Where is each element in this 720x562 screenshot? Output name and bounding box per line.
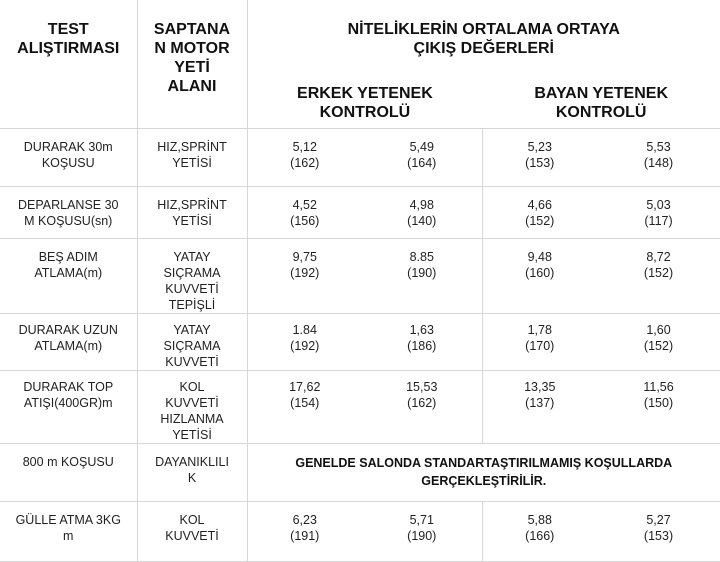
- value-cell-line: 1,60: [597, 322, 720, 338]
- value-cell-line: (166): [483, 528, 598, 544]
- test-name-cell-line: M KOŞUSU(sn): [0, 213, 137, 229]
- value-cell: [482, 128, 597, 186]
- value-cell: [247, 501, 362, 561]
- motor-area-cell: [137, 370, 247, 443]
- value-cell-line: 5,49: [362, 139, 482, 155]
- value-cell-line: (186): [362, 338, 482, 354]
- motor-area-cell-line: SIÇRAMA: [138, 265, 247, 281]
- value-cell-line: 5,12: [248, 139, 363, 155]
- table-row: [0, 186, 720, 238]
- value-cell-line: 4,52: [248, 197, 363, 213]
- value-cell: [597, 128, 720, 186]
- value-cell-line: (156): [248, 213, 363, 229]
- motor-area-cell-line: SIÇRAMA: [138, 338, 247, 354]
- header-motor-line: YETİ: [138, 58, 247, 77]
- value-cell-line: 13,35: [483, 379, 598, 395]
- motor-area-cell-line: YETİSİ: [138, 427, 247, 443]
- motor-area-cell: [137, 501, 247, 561]
- header-motor-line: N MOTOR: [138, 39, 247, 58]
- value-cell-line: (150): [597, 395, 720, 411]
- motor-area-cell: [137, 186, 247, 238]
- test-name-cell: [0, 443, 137, 501]
- value-cell: [362, 238, 482, 313]
- value-cell-line: (117): [597, 213, 720, 229]
- value-cell-line: 5,88: [483, 512, 598, 528]
- header-male: ERKEK YETENEK KONTROLÜ: [248, 84, 483, 122]
- value-cell-line: (160): [483, 265, 598, 281]
- header-motor-line: ALANI: [138, 77, 247, 96]
- test-name-cell: [0, 313, 137, 370]
- value-cell-line: (162): [248, 155, 363, 171]
- table-row: [0, 238, 720, 313]
- value-cell-line: 6,23: [248, 512, 363, 528]
- test-name-cell: [0, 128, 137, 186]
- value-cell-line: (140): [362, 213, 482, 229]
- header-main-title: NİTELİKLERİN ORTALAMA ORTAYA ÇIKIŞ DEĞERLERİ: [248, 20, 720, 58]
- value-cell-line: 1,63: [362, 322, 482, 338]
- value-cell: [362, 186, 482, 238]
- value-cell-line: (162): [362, 395, 482, 411]
- motor-area-cell-line: DAYANIKLILI: [138, 454, 247, 470]
- value-cell-line: 5,53: [597, 139, 720, 155]
- test-name-cell-line: DEPARLANSE 30: [0, 197, 137, 213]
- test-name-cell-line: KOŞUSU: [0, 155, 137, 171]
- header-motor-line: SAPTANA: [138, 20, 247, 39]
- header-female: BAYAN YETENEK KONTROLÜ: [482, 84, 720, 122]
- value-cell-line: (152): [483, 213, 598, 229]
- header-test: [0, 0, 137, 128]
- test-name-cell: [0, 186, 137, 238]
- value-cell-line: 9,48: [483, 249, 598, 265]
- motor-area-cell-line: YATAY: [138, 249, 247, 265]
- test-name-cell-line: DURARAK UZUN: [0, 322, 137, 338]
- motor-area-cell: [137, 443, 247, 501]
- value-cell: [597, 370, 720, 443]
- value-cell-line: (153): [597, 528, 720, 544]
- value-cell: [247, 128, 362, 186]
- value-cell: [597, 313, 720, 370]
- value-cell-line: 1.84: [248, 322, 363, 338]
- test-name-cell: [0, 501, 137, 561]
- test-name-cell: [0, 238, 137, 313]
- value-cell-line: 9,75: [248, 249, 363, 265]
- motor-area-cell: [137, 238, 247, 313]
- motor-area-cell-line: KUVVETİ: [138, 528, 247, 544]
- value-cell-line: 5,23: [483, 139, 598, 155]
- table-row: [0, 501, 720, 561]
- value-cell-line: (152): [597, 265, 720, 281]
- motor-area-cell-line: KUVVETİ: [138, 395, 247, 411]
- value-cell: [597, 238, 720, 313]
- value-cell: [482, 186, 597, 238]
- header-motor: [137, 0, 247, 128]
- motor-area-cell-line: KUVVETİ: [138, 281, 247, 297]
- value-cell-line: 11,56: [597, 379, 720, 395]
- value-cell-line: 15,53: [362, 379, 482, 395]
- value-cell-line: (191): [248, 528, 363, 544]
- test-name-cell-line: 800 m KOŞUSU: [0, 454, 137, 470]
- value-cell: [597, 186, 720, 238]
- value-cell: [362, 370, 482, 443]
- test-name-cell: [0, 370, 137, 443]
- motor-area-cell-line: TEPİŞLİ: [138, 297, 247, 313]
- motor-area-cell-line: YETİSİ: [138, 213, 247, 229]
- value-cell: [597, 501, 720, 561]
- test-name-cell-line: ATLAMA(m): [0, 265, 137, 281]
- motor-area-cell-line: HIZ,SPRİNT: [138, 197, 247, 213]
- value-cell: [247, 313, 362, 370]
- header-motor-label: [138, 20, 247, 96]
- value-cell-line: 5,27: [597, 512, 720, 528]
- value-cell-line: (190): [362, 528, 482, 544]
- motor-area-cell-line: KUVVETİ: [138, 354, 247, 370]
- value-cell-line: (148): [597, 155, 720, 171]
- header-test-label: TEST ALIŞTIRMASI: [0, 20, 137, 58]
- motor-area-cell-line: HIZ,SPRİNT: [138, 139, 247, 155]
- value-cell-line: (192): [248, 265, 363, 281]
- value-cell-line: 4,98: [362, 197, 482, 213]
- value-cell-line: 17,62: [248, 379, 363, 395]
- value-cell-line: (164): [362, 155, 482, 171]
- note-cell: GENELDE SALONDA STANDARTAŞTIRILMAMIŞ KOŞULLARDA GERÇEKLEŞTİRİLİR.: [247, 443, 720, 501]
- test-name-cell-line: DURARAK TOP: [0, 379, 137, 395]
- value-cell: [362, 313, 482, 370]
- test-name-cell-line: ATIŞI(400GR)m: [0, 395, 137, 411]
- test-name-cell-line: BEŞ ADIM: [0, 249, 137, 265]
- value-cell: [362, 501, 482, 561]
- table-row: [0, 128, 720, 186]
- value-cell-line: (137): [483, 395, 598, 411]
- value-cell: [247, 186, 362, 238]
- value-cell: [482, 501, 597, 561]
- value-cell-line: 1,78: [483, 322, 598, 338]
- value-cell: [482, 313, 597, 370]
- value-cell: [362, 128, 482, 186]
- value-cell-line: (152): [597, 338, 720, 354]
- table-row: [0, 313, 720, 370]
- value-cell-line: (192): [248, 338, 363, 354]
- test-name-cell-line: DURARAK 30m: [0, 139, 137, 155]
- value-cell-line: (190): [362, 265, 482, 281]
- value-cell-line: (154): [248, 395, 363, 411]
- test-name-cell-line: ATLAMA(m): [0, 338, 137, 354]
- motor-area-cell-line: KOL: [138, 512, 247, 528]
- motor-area-cell: [137, 128, 247, 186]
- motor-area-cell: [137, 313, 247, 370]
- value-cell: [247, 238, 362, 313]
- motor-area-cell-line: YATAY: [138, 322, 247, 338]
- header-main: [247, 0, 720, 128]
- table-row: [0, 370, 720, 443]
- value-cell: [247, 370, 362, 443]
- motor-area-cell-line: K: [138, 470, 247, 486]
- value-cell: [482, 370, 597, 443]
- value-cell-line: 5,03: [597, 197, 720, 213]
- value-cell-line: (170): [483, 338, 598, 354]
- test-name-cell-line: GÜLLE ATMA 3KG: [0, 512, 137, 528]
- value-cell-line: 8,72: [597, 249, 720, 265]
- test-name-cell-line: m: [0, 528, 137, 544]
- value-cell-line: 4,66: [483, 197, 598, 213]
- value-cell: [482, 238, 597, 313]
- value-cell-line: (153): [483, 155, 598, 171]
- value-cell-line: 8.85: [362, 249, 482, 265]
- motor-area-cell-line: YETİSİ: [138, 155, 247, 171]
- motor-area-cell-line: KOL: [138, 379, 247, 395]
- table-row: [0, 443, 720, 501]
- motor-area-cell-line: HIZLANMA: [138, 411, 247, 427]
- value-cell-line: 5,71: [362, 512, 482, 528]
